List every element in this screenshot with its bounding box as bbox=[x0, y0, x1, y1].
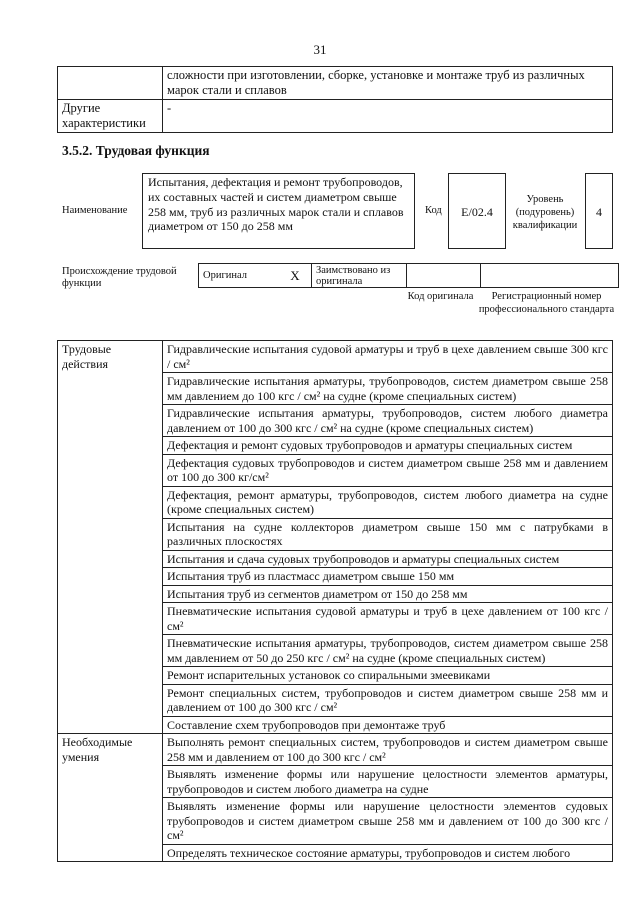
table-cell-label: Другие характеристики bbox=[58, 100, 163, 133]
table-row bbox=[58, 341, 613, 373]
labor-action: Пневматические испытания судовой арматуры и труб в цехе давлением от 100 кгс / см² bbox=[163, 603, 613, 635]
function-name-box: Испытания, дефектация и ремонт трубопроводов, их составных частей и систем диаметром свыше 258 мм, труб из различных марок стали и сплавов диаметром от 150 до 258 мм bbox=[142, 173, 415, 249]
labor-action: Составление схем трубопроводов при демонтаже труб bbox=[163, 716, 613, 734]
category-cell bbox=[58, 716, 163, 734]
category-cell bbox=[58, 635, 163, 667]
category-cell bbox=[58, 550, 163, 568]
code-caption: Код оригинала bbox=[407, 291, 474, 302]
qualification-level-box: 4 bbox=[585, 173, 613, 249]
category-cell bbox=[58, 798, 163, 845]
table-row bbox=[58, 844, 613, 862]
table-row bbox=[58, 603, 613, 635]
labor-action: Гидравлические испытания арматуры, трубопроводов, систем диаметром свыше 258 мм давлением до 100 кгс / см² на судне (кроме специальных систем) bbox=[163, 373, 613, 405]
table-row bbox=[58, 67, 613, 100]
code-value-box: E/02.4 bbox=[448, 173, 506, 249]
category-label: Необходимые умения bbox=[58, 734, 163, 766]
required-skill: Выполнять ремонт специальных систем, трубопроводов и систем диаметром свыше 258 мм и давлением от 100 до 300 кгс / см² bbox=[163, 734, 613, 766]
table-row bbox=[58, 454, 613, 486]
original-label: Оригинал bbox=[199, 264, 280, 288]
labor-action: Испытания труб из сегментов диаметром от 150 до 258 мм bbox=[163, 585, 613, 603]
category-cell bbox=[58, 568, 163, 586]
table-row bbox=[58, 766, 613, 798]
registration-caption: Регистрационный номер профессионального стандарта bbox=[478, 291, 615, 315]
table-row bbox=[58, 667, 613, 685]
original-mark: X bbox=[279, 264, 312, 288]
origin-table bbox=[198, 263, 619, 288]
origin-label: Происхождение трудовой функции bbox=[62, 266, 177, 289]
category-cell bbox=[58, 518, 163, 550]
table-cell-label bbox=[58, 67, 163, 100]
section-title: 3.5.2. Трудовая функция bbox=[62, 143, 210, 158]
labor-action: Испытания труб из пластмасс диаметром свыше 150 мм bbox=[163, 568, 613, 586]
table-row bbox=[58, 100, 613, 133]
table-row bbox=[58, 550, 613, 568]
category-cell bbox=[58, 667, 163, 685]
category-cell bbox=[58, 766, 163, 798]
registration-number-cell bbox=[481, 264, 619, 288]
category-cell bbox=[58, 603, 163, 635]
category-cell bbox=[58, 486, 163, 518]
original-code-cell bbox=[407, 264, 481, 288]
table-row bbox=[58, 684, 613, 716]
labor-action: Дефектация судовых трубопроводов и систем диаметром свыше 258 мм и давлением от 100 до 300 кг/см² bbox=[163, 454, 613, 486]
table-row bbox=[199, 264, 619, 288]
table-row bbox=[58, 716, 613, 734]
table-row bbox=[58, 373, 613, 405]
required-skill: Выявлять изменение формы или нарушение целостности элементов арматуры, трубопроводов и систем любого диаметра на судне bbox=[163, 766, 613, 798]
table-row bbox=[58, 437, 613, 455]
table-row bbox=[58, 585, 613, 603]
table-row bbox=[58, 734, 613, 766]
required-skill: Определять техническое состояние арматуры, трубопроводов и систем любого bbox=[163, 844, 613, 862]
category-label: Трудовые действия bbox=[58, 341, 163, 373]
table-row bbox=[58, 486, 613, 518]
category-cell bbox=[58, 437, 163, 455]
code-label: Код bbox=[425, 205, 442, 216]
category-cell bbox=[58, 405, 163, 437]
table-row bbox=[58, 405, 613, 437]
table-row bbox=[58, 568, 613, 586]
labor-action: Ремонт специальных систем, трубопроводов и систем диаметром свыше 258 мм и давлением от 100 до 300 кгс / см² bbox=[163, 684, 613, 716]
borrowed-label: Заимствовано из оригинала bbox=[312, 264, 407, 288]
labor-action: Испытания и сдача судовых трубопроводов и арматуры специальных систем bbox=[163, 550, 613, 568]
page-number: 31 bbox=[313, 42, 327, 57]
category-cell bbox=[58, 844, 163, 862]
labor-action: Ремонт испарительных установок со спиральными змеевиками bbox=[163, 667, 613, 685]
labor-function-table bbox=[57, 340, 613, 862]
table-cell-text: - bbox=[163, 100, 613, 133]
characteristics-table bbox=[57, 66, 613, 133]
required-skill: Выявлять изменение формы или нарушение целостности элементов судовых трубопроводов и систем диаметром свыше 258 мм и давлением от 100 до 300 кгс / см² bbox=[163, 798, 613, 845]
labor-action: Гидравлические испытания арматуры, трубопроводов, систем любого диаметра давлением от 100 до 300 кгс / см² на судне (кроме специальных систем) bbox=[163, 405, 613, 437]
labor-action: Пневматические испытания арматуры, трубопроводов, систем диаметром свыше 258 мм давлением от 50 до 250 кгс / см² на судне (кроме специальных систем) bbox=[163, 635, 613, 667]
table-row bbox=[58, 518, 613, 550]
labor-action: Испытания на судне коллекторов диаметром свыше 150 мм с патрубками в различных плоскостях bbox=[163, 518, 613, 550]
labor-action: Дефектация, ремонт арматуры, трубопроводов, систем любого диаметра на судне (кроме специальных систем) bbox=[163, 486, 613, 518]
category-cell bbox=[58, 684, 163, 716]
qualification-level-label: Уровень (подуровень) квалификации bbox=[512, 194, 578, 231]
category-cell bbox=[58, 585, 163, 603]
table-cell-text: сложности при изготовлении, сборке, установке и монтаже труб из различных марок стали и сплавов bbox=[163, 67, 613, 100]
labor-action: Дефектация и ремонт судовых трубопроводов и арматуры специальных систем bbox=[163, 437, 613, 455]
category-cell bbox=[58, 373, 163, 405]
table-row bbox=[58, 635, 613, 667]
labor-action: Гидравлические испытания судовой арматуры и труб в цехе давлением свыше 300 кгс / см² bbox=[163, 341, 613, 373]
category-cell bbox=[58, 454, 163, 486]
name-label: Наименование bbox=[62, 205, 128, 216]
table-row bbox=[58, 798, 613, 845]
